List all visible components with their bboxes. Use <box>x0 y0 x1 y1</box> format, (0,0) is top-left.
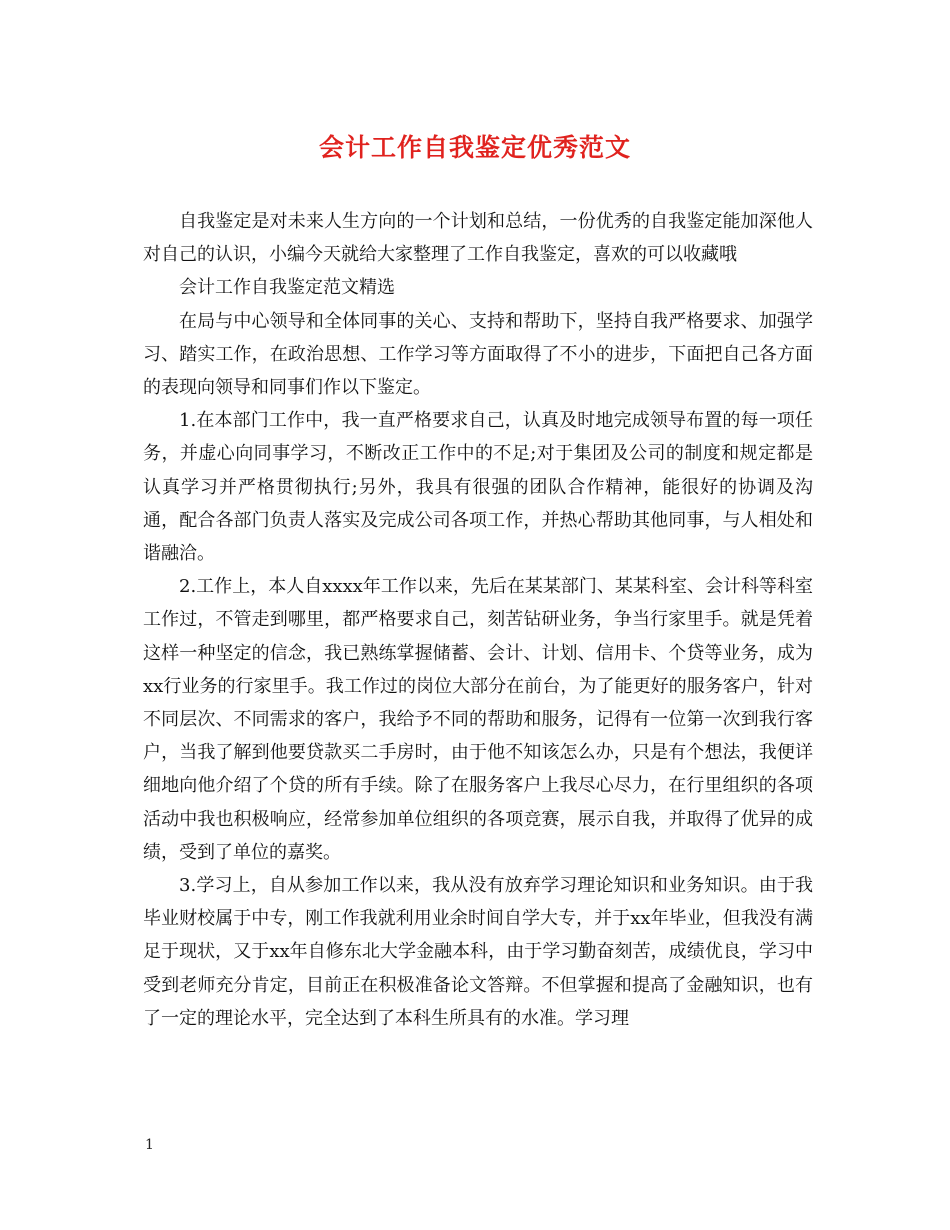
body-paragraph: 3.学习上，自从参加工作以来，我从没有放弃学习理论知识和业务知识。由于我毕业财校属于中专，刚工作我就利用业余时间自学大专，并于xx年毕业，但我没有满足于现状，又于xx年自修东北大学金融本科，由于学习勤奋刻苦，成绩优良，学习中受到老师充分肯定，目前正在积极准备论文答辩。不但掌握和提高了金融知识，也有了一定的理论水平，完全达到了本科生所具有的水准。学习理 <box>143 875 813 1029</box>
body-paragraph: 在局与中心领导和全体同事的关心、支持和帮助下，坚持自我严格要求、加强学习、踏实工作，在政治思想、工作学习等方面取得了不小的进步，下面把自己各方面的表现向领导和同事们作以下鉴定。 <box>143 310 813 399</box>
page-number: 1 <box>145 1137 154 1153</box>
document-body <box>143 205 813 1035</box>
section-heading: 会计工作自我鉴定范文精选 <box>179 277 395 299</box>
document-title: 会计工作自我鉴定优秀范文 <box>318 133 631 162</box>
body-paragraph: 2.工作上，本人自xxxx年工作以来，先后在某某部门、某某科室、会计科等科室工作过，不管走到哪里，都严格要求自己，刻苦钻研业务，争当行家里手。就是凭着这样一种坚定的信念，我已熟练掌握储蓄、会计、计划、信用卡、个贷等业务，成为xx行业务的行家里手。我工作过的岗位大部分在前台，为了能更好的服务客户，针对不同层次、不同需求的客户，我给予不同的帮助和服务，记得有一位第一次到我行客户，当我了解到他要贷款买二手房时，由于他不知该怎么办，只是有个想法，我便详细地向他介绍了个贷的所有手续。除了在服务客户上我尽心尽力，在行里组织的各项活动中我也积极响应，经常参加单位组织的各项竞赛，展示自我，并取得了优异的成绩，受到了单位的嘉奖。 <box>143 576 813 863</box>
intro-paragraph: 自我鉴定是对未来人生方向的一个计划和总结，一份优秀的自我鉴定能加深他人对自己的认识，小编今天就给大家整理了工作自我鉴定，喜欢的可以收藏哦 <box>143 211 813 266</box>
body-paragraph: 1.在本部门工作中，我一直严格要求自己，认真及时地完成领导布置的每一项任务，并虚心向同事学习，不断改正工作中的不足;对于集团及公司的制度和规定都是认真学习并严格贯彻执行;另外，我具有很强的团队合作精神，能很好的协调及沟通，配合各部门负责人落实及完成公司各项工作，并热心帮助其他同事，与人相处和谐融洽。 <box>143 410 813 565</box>
